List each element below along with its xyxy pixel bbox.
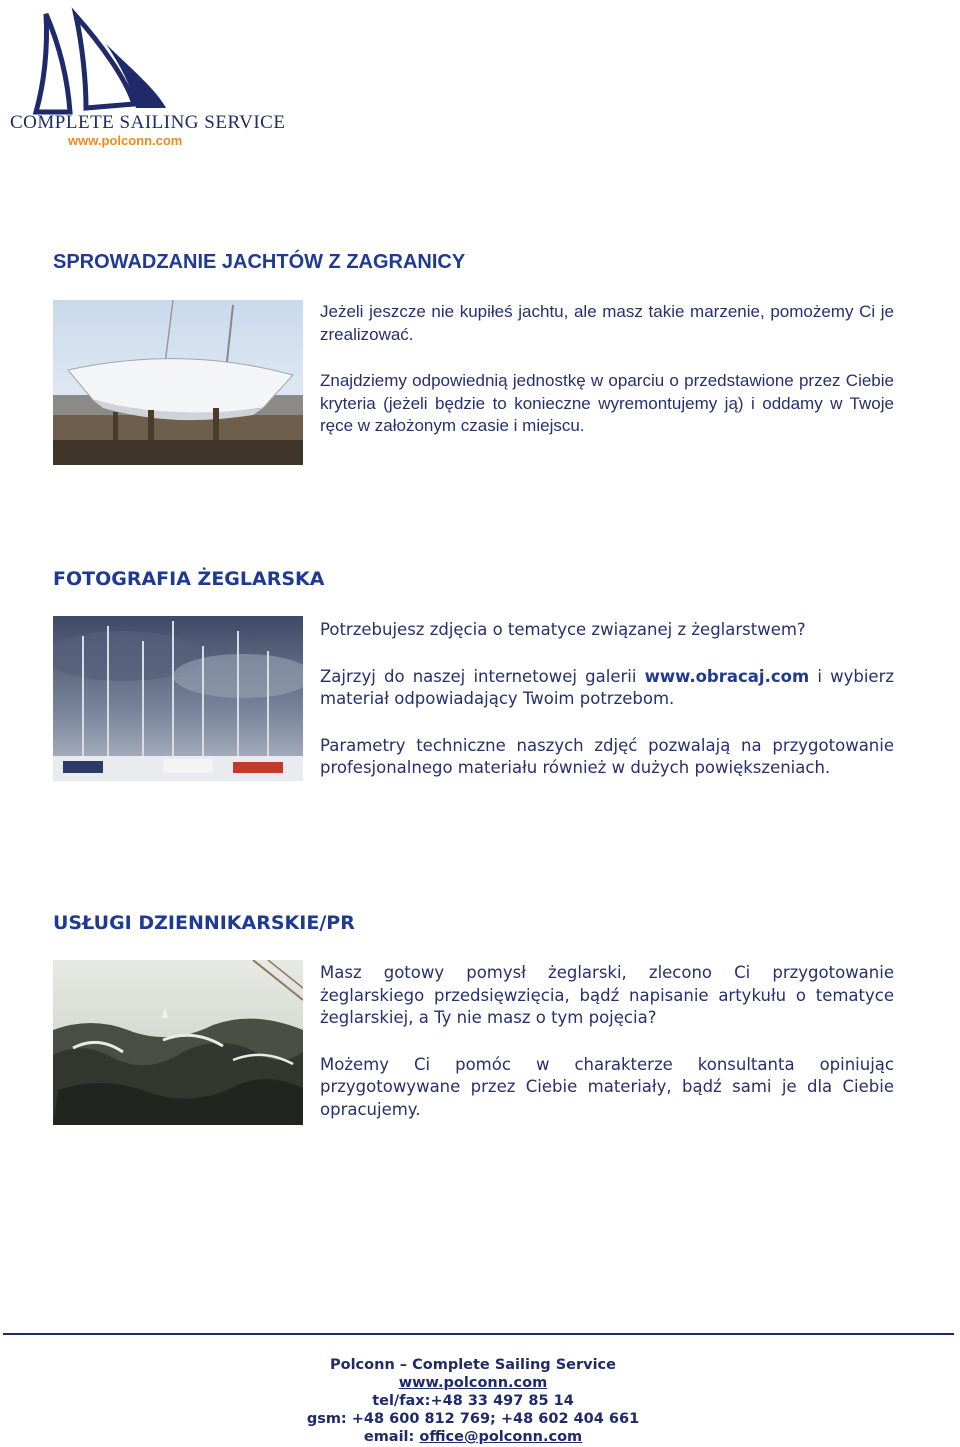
stormy-sea-photo <box>53 960 303 1125</box>
footer-email-link[interactable]: office@polconn.com <box>419 1429 583 1445</box>
footer-phone: tel/fax:+48 33 497 85 14 <box>372 1393 574 1409</box>
paragraph: Znajdziemy odpowiednią jednostkę w oparciu o przedstawione przez Ciebie kryteria (jeżeli będzie to konieczne wyremontujemy ją) i oddamy w Twoje ręce w założonym czasie i miejscu. <box>320 371 894 435</box>
section-heading-journalism: USŁUGI DZIENNIKARSKIE/PR <box>53 912 355 934</box>
footer-company: Polconn – Complete Sailing Service <box>330 1357 616 1373</box>
footer-website-link[interactable]: www.polconn.com <box>398 1375 548 1391</box>
gallery-link[interactable]: www.obracaj.com <box>644 666 810 686</box>
section-heading-import: SPROWADZANIE JACHTÓW Z ZAGRANICY <box>53 251 466 273</box>
paragraph-gallery <box>320 666 894 711</box>
footer-gsm: gsm: +48 600 812 769; +48 602 404 661 <box>306 1411 640 1427</box>
marina-masts-photo <box>53 616 303 781</box>
paragraph: Jeżeli jeszcze nie kupiłeś jachtu, ale masz takie marzenie, pomożemy Ci je zrealizować. <box>320 302 894 344</box>
paragraph: Parametry techniczne naszych zdjęć pozwalają na przygotowanie profesjonalnego materiału również w dużych powiększeniach. <box>320 735 894 777</box>
section-heading-photography: FOTOGRAFIA ŻEGLARSKA <box>53 568 325 590</box>
gallery-intro: Zajrzyj do naszej internetowej galerii <box>320 666 637 686</box>
footer-divider <box>3 1333 954 1335</box>
paragraph: Możemy Ci pomóc w charakterze konsultanta opiniując przygotowywane przez Ciebie materiały, bądź sami je dla Ciebie opracujemy. <box>320 1054 894 1119</box>
section-text-journalism <box>320 962 894 1145</box>
section-text-import <box>320 301 894 462</box>
paragraph: Potrzebujesz zdjęcia o tematyce związanej z żeglarstwem? <box>320 620 806 639</box>
logo-company-name: COMPLETE SAILING SERVICE <box>10 112 286 133</box>
section-text-photography <box>320 619 894 804</box>
footer-contact <box>0 1356 946 1446</box>
footer-email-row <box>0 1428 946 1446</box>
yacht-on-stands-photo <box>53 300 303 465</box>
paragraph: Masz gotowy pomysł żeglarski, zlecono Ci przygotowanie żeglarskiego przedsięwzięcia, bądź napisanie artykułu o tematyce żeglarskiej, a Ty nie masz o tym pojęcia? <box>320 963 894 1027</box>
footer-email-label: email: <box>363 1429 415 1445</box>
gallery-outro: i wybierz materiał odpowiadający Twoim potrzebom. <box>320 666 895 708</box>
logo-url: www.polconn.com <box>68 133 183 148</box>
